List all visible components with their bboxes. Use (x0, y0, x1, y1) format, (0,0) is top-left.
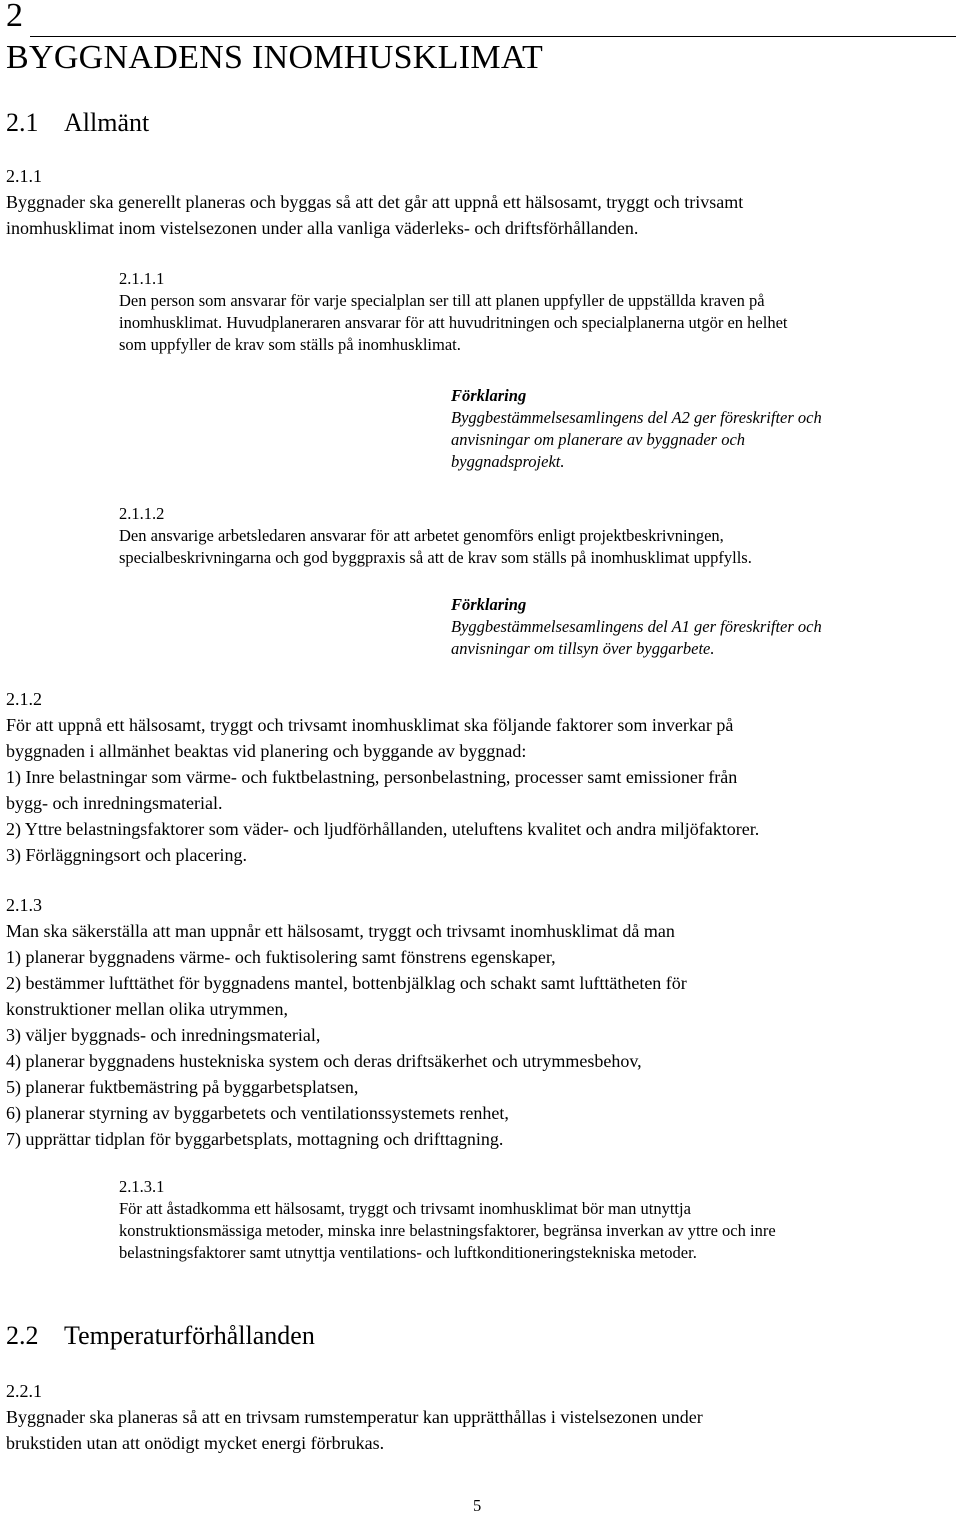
paragraph-line: 1) planerar byggnadens värme- och fuktisolering samt fönstrens egenskaper, (6, 947, 556, 967)
paragraph-line: Man ska säkerställa att man uppnår ett hälsosamt, tryggt och trivsamt inomhusklimat då man (6, 921, 675, 941)
paragraph-2-1-1 (6, 163, 743, 241)
explanation-line: anvisningar om planerare av byggnader och (451, 430, 746, 449)
paragraph-line: 7) upprättar tidplan för byggarbetsplats, mottagning och drifttagning. (6, 1129, 504, 1149)
paragraph-line: 6) planerar styrning av byggarbetets och ventilationssystemets renhet, (6, 1103, 509, 1123)
section-heading-2-2 (6, 1320, 315, 1352)
chapter-rule (30, 36, 956, 37)
paragraph-line: bygg- och inredningsmaterial. (6, 793, 223, 813)
paragraph-line: inomhusklimat inom vistelsezonen under alla vanliga väderleks- och driftsförhållanden. (6, 218, 639, 238)
paragraph-line: Den person som ansvarar för varje specialplan ser till att planen uppfyller de uppställda kraven på (119, 291, 765, 310)
paragraph-line: konstruktioner mellan olika utrymmen, (6, 999, 288, 1019)
paragraph-line: 4) planerar byggnadens hustekniska system och deras driftsäkerhet och utrymmesbehov, (6, 1051, 642, 1071)
explanation-line: Byggbestämmelsesamlingens del A2 ger föreskrifter och (451, 408, 822, 427)
paragraph-2-1-3 (6, 892, 687, 1152)
paragraph-line: 3) Förläggningsort och placering. (6, 845, 247, 865)
page-number: 5 (473, 1496, 482, 1515)
paragraph-line: För att uppnå ett hälsosamt, tryggt och trivsamt inomhusklimat ska följande faktorer som inverkar på (6, 715, 734, 735)
paragraph-number: 2.1.2 (6, 689, 42, 709)
section-number: 2.1 (6, 108, 39, 137)
paragraph-line: 2) Yttre belastningsfaktorer som väder- och ljudförhållanden, uteluftens kvalitet och andra miljöfaktorer. (6, 819, 760, 839)
chapter-number: 2 (6, 0, 23, 34)
paragraph-line: Den ansvarige arbetsledaren ansvarar för att arbetet genomförs enligt projektbeskrivningen, (119, 526, 724, 545)
paragraph-line: Byggnader ska generellt planeras och byggas så att det går att uppnå ett hälsosamt, tryggt och trivsamt (6, 192, 744, 212)
chapter-title: BYGGNADENS INOMHUSKLIMAT (6, 39, 544, 76)
paragraph-number: 2.1.3 (6, 895, 42, 915)
paragraph-line: inomhusklimat. Huvudplaneraren ansvarar för att huvudritningen och specialplanerna utgör en helhet (119, 313, 788, 332)
paragraph-line: För att åstadkomma ett hälsosamt, tryggt och trivsamt inomhusklimat bör man utnyttja (119, 1199, 691, 1218)
explanation-heading: Förklaring (451, 386, 527, 405)
explanation-line: byggnadsprojekt. (451, 452, 565, 471)
paragraph-number: 2.1.1.2 (119, 504, 165, 523)
paragraph-line: Byggnader ska planeras så att en trivsam rumstemperatur kan upprätthållas i vistelsezonen under (6, 1407, 703, 1427)
section-heading-2-1 (6, 107, 149, 139)
paragraph-2-1-2 (6, 686, 759, 868)
paragraph-number: 2.2.1 (6, 1381, 42, 1401)
paragraph-line: specialbeskrivningarna och god byggpraxis så att de krav som ställs på inomhusklimat uppfylls. (119, 548, 752, 567)
paragraph-line: 5) planerar fuktbemästring på byggarbetsplatsen, (6, 1077, 359, 1097)
explanation-note-a2 (451, 385, 822, 473)
paragraph-line: som uppfyller de krav som ställs på inomhusklimat. (119, 335, 461, 354)
paragraph-number: 2.1.1.1 (119, 269, 165, 288)
explanation-heading: Förklaring (451, 595, 527, 614)
explanation-note-a1 (451, 594, 822, 660)
paragraph-2-1-3-1 (119, 1176, 776, 1264)
paragraph-2-2-1 (6, 1378, 703, 1456)
paragraph-line: 2) bestämmer lufttäthet för byggnadens mantel, bottenbjälklag och schakt samt lufttätheten för (6, 973, 687, 993)
paragraph-2-1-1-1 (119, 268, 788, 356)
explanation-line: anvisningar om tillsyn över byggarbete. (451, 639, 715, 658)
paragraph-line: byggnaden i allmänhet beaktas vid planering och byggande av byggnad: (6, 741, 527, 761)
section-number: 2.2 (6, 1321, 39, 1350)
paragraph-line: 1) Inre belastningar som värme- och fuktbelastning, personbelastning, processer samt emissioner från (6, 767, 738, 787)
paragraph-line: konstruktionsmässiga metoder, minska inre belastningsfaktorer, begränsa inverkan av yttre och inre (119, 1221, 776, 1240)
explanation-line: Byggbestämmelsesamlingens del A1 ger föreskrifter och (451, 617, 822, 636)
paragraph-line: belastningsfaktorer samt utnyttja ventilations- och luftkonditioneringstekniska metoder. (119, 1243, 697, 1262)
section-title: Allmänt (64, 108, 150, 137)
paragraph-line: brukstiden utan att onödigt mycket energi förbrukas. (6, 1433, 385, 1453)
paragraph-number: 2.1.3.1 (119, 1177, 165, 1196)
paragraph-line: 3) väljer byggnads- och inredningsmaterial, (6, 1025, 321, 1045)
section-title: Temperaturförhållanden (64, 1321, 315, 1350)
paragraph-2-1-1-2 (119, 503, 752, 569)
paragraph-number: 2.1.1 (6, 166, 42, 186)
